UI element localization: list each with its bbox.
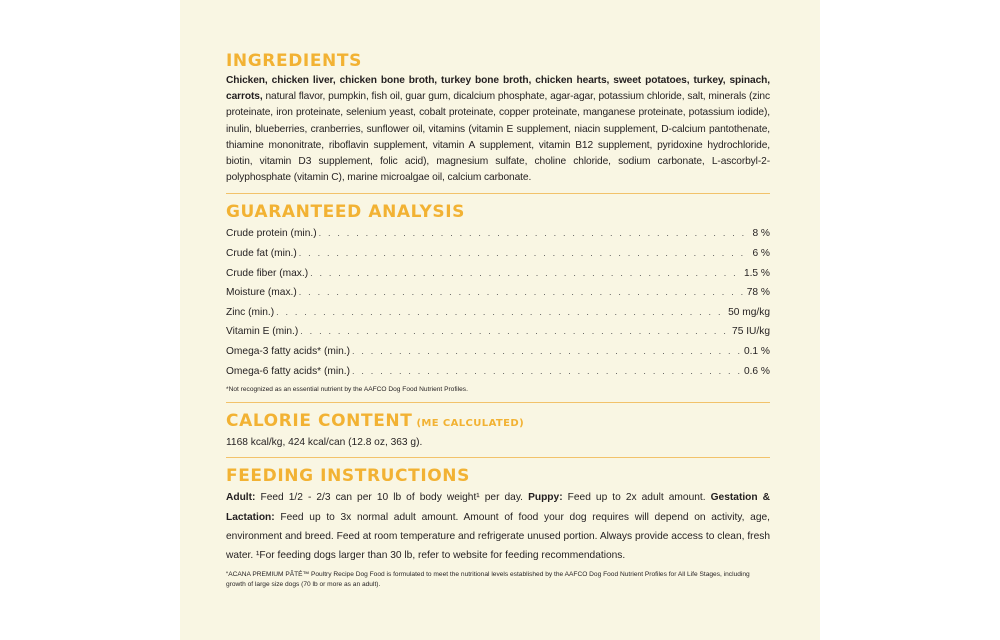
divider (226, 193, 770, 194)
dot-leader (300, 322, 730, 342)
ingredients-bold-text: Chicken, chicken liver, chicken bone broth, turkey bone broth, chicken hearts, sweet potatoes, turkey, spinach, carrots, (226, 75, 770, 103)
analysis-label: Crude fiber (max.) (226, 267, 309, 279)
analysis-label: Crude fat (min.) (226, 248, 297, 260)
calorie-content-section (226, 412, 770, 450)
analysis-value: 78 % (746, 287, 770, 299)
analysis-value: 1.5 % (743, 267, 770, 279)
analysis-value: 75 IU/kg (732, 326, 770, 338)
divider (226, 457, 770, 458)
analysis-label: Moisture (max.) (226, 287, 297, 299)
analysis-label: Vitamin E (min.) (226, 326, 299, 338)
label-content (226, 52, 770, 591)
label-panel (180, 0, 820, 640)
analysis-label: Omega-6 fatty acids* (min.) (226, 365, 350, 377)
dot-leader (352, 342, 742, 362)
adult-text: Feed 1/2 - 2/3 can per 10 lb of body weight¹ per day. (255, 492, 529, 504)
calorie-heading-text: CALORIE CONTENT (226, 411, 413, 432)
analysis-value: 50 mg/kg (728, 306, 770, 318)
feeding-heading: FEEDING INSTRUCTIONS (226, 466, 470, 487)
analysis-row (226, 244, 770, 264)
puppy-text: Feed up to 2x adult amount. (562, 492, 711, 504)
ingredients-heading: INGREDIENTS (226, 51, 362, 71)
dot-leader (276, 303, 726, 323)
guaranteed-analysis-section (226, 203, 770, 395)
analysis-footnote: *Not recognized as an essential nutrient by the AAFCO Dog Food Nutrient Profiles. (226, 386, 468, 394)
dot-leader (319, 224, 751, 244)
analysis-row (226, 322, 770, 342)
analysis-row (226, 362, 770, 382)
analysis-value: 0.1 % (743, 345, 770, 357)
analysis-row (226, 303, 770, 323)
adult-label: Adult: (226, 492, 256, 504)
analysis-value: 6 % (752, 248, 770, 260)
analysis-label: Zinc (min.) (226, 306, 275, 318)
analysis-table (226, 224, 770, 381)
feeding-text (226, 488, 770, 566)
ingredients-text (226, 73, 770, 186)
gestation-label: Gestation & Lactation: (226, 492, 771, 523)
feeding-instructions-section (226, 467, 770, 591)
analysis-heading: GUARANTEED ANALYSIS (226, 202, 465, 223)
ingredients-section (226, 52, 770, 186)
calorie-text: 1168 kcal/kg, 424 kcal/can (12.8 oz, 363 g). (226, 437, 423, 449)
analysis-row (226, 342, 770, 362)
dot-leader (352, 362, 742, 382)
analysis-row (226, 264, 770, 284)
analysis-label: Crude protein (min.) (226, 228, 317, 240)
ingredients-regular-text: natural flavor, pumpkin, fish oil, guar gum, dicalcium phosphate, agar-agar, potassium chloride, salt, minerals (zinc proteinate, iron proteinate, selenium yeast, cobalt proteinate, copper proteinate, manganese proteinate, potassium iodide), inulin, blueberries, cranberries, sunflower oil, vitamins (vitamin E supplement, niacin supplement, D-calcium pantothenate, thiamine mononitrate, riboflavin supplement, vitamin A supplement, vitamin B12 supplement, pyridoxine hydrochloride, biotin, vitamin D3 supplement, folic acid), magnesium sulfate, choline chloride, sodium carbonate, L-ascorbyl-2-polyphosphate (vitamin C), marine microalgae oil, calcium carbonate. (226, 91, 770, 184)
calorie-subheading: (ME CALCULATED) (416, 418, 525, 430)
analysis-label: Omega-3 fatty acids* (min.) (226, 345, 350, 357)
analysis-value: 0.6 % (743, 365, 770, 377)
dot-leader (310, 264, 742, 284)
legal-statement: “ACANA PREMIUM PÂTÉ™ Poultry Recipe Dog Food is formulated to meet the nutritional levels established by the AAFCO Dog Food Nutrient Profiles for All Life Stages, including growth of large size dogs (70 lb or more as an adult). (226, 570, 750, 589)
calorie-heading (226, 412, 770, 433)
divider (226, 402, 770, 403)
dot-leader (299, 244, 751, 264)
analysis-row (226, 224, 770, 244)
dot-leader (299, 283, 745, 303)
puppy-label: Puppy: (528, 492, 563, 504)
gestation-text: Feed up to 3x normal adult amount. Amount of food your dog requires will depend on activity, age, environment and breed. Feed at room temperature and refrigerate unused portion. Always provide access to clean, fresh water. ¹For feeding dogs larger than 30 lb, refer to website for feeding recommendations. (226, 511, 770, 562)
analysis-value: 8 % (752, 228, 770, 240)
analysis-row (226, 283, 770, 303)
